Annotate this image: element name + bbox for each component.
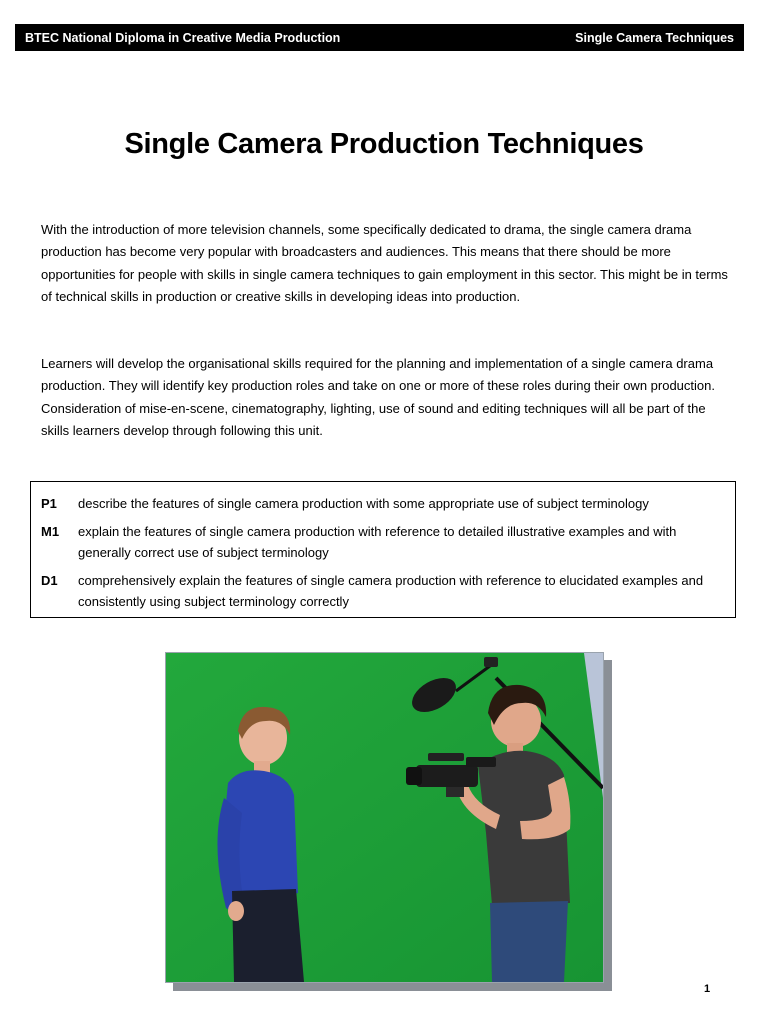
intro-paragraph: With the introduction of more television channels, some specifically dedicated to drama, the single camera drama production has become very popular with broadcasters and audiences. This means that there should be more opportunities for people with skills in single camera techniques to gain employment in this sector. This might be in terms of technical skills in production or creative skills in developing ideas into production. (41, 222, 728, 304)
learners-paragraph: Learners will develop the organisational skills required for the planning and implementation of a single camera drama production. They will identify key production roles and take on one or more of these roles during their own production. Consideration of mise-en-scene, cinematography, lighting, use of sound and editing techniques will all be part of the skills learners develop through following this unit. (41, 356, 715, 438)
header-course-title: BTEC National Diploma in Creative Media Production (25, 30, 341, 45)
criterion-code: P1 (41, 496, 57, 511)
criterion-text: describe the features of single camera production with some appropriate use of subject terminology (78, 496, 649, 511)
green-screen-photo (165, 652, 604, 983)
criterion-d1 (41, 570, 725, 613)
criterion-text: comprehensively explain the features of single camera production with reference to elucidated examples and consistently using subject terminology correctly (78, 572, 704, 609)
criterion-m1 (41, 521, 725, 564)
running-header (15, 24, 744, 51)
criterion-code: D1 (41, 572, 58, 588)
photo-illustration (166, 653, 603, 982)
grading-criteria-box (30, 481, 736, 618)
page-number: 1 (704, 983, 711, 995)
criterion-code: M1 (41, 523, 60, 539)
page-title: Single Camera Production Techniques (124, 128, 644, 160)
criterion-text: explain the features of single camera production with reference to detailed illustrative examples and with generally correct use of subject terminology (78, 523, 677, 560)
criterion-p1 (41, 493, 725, 515)
header-unit-title: Single Camera Techniques (575, 30, 734, 45)
